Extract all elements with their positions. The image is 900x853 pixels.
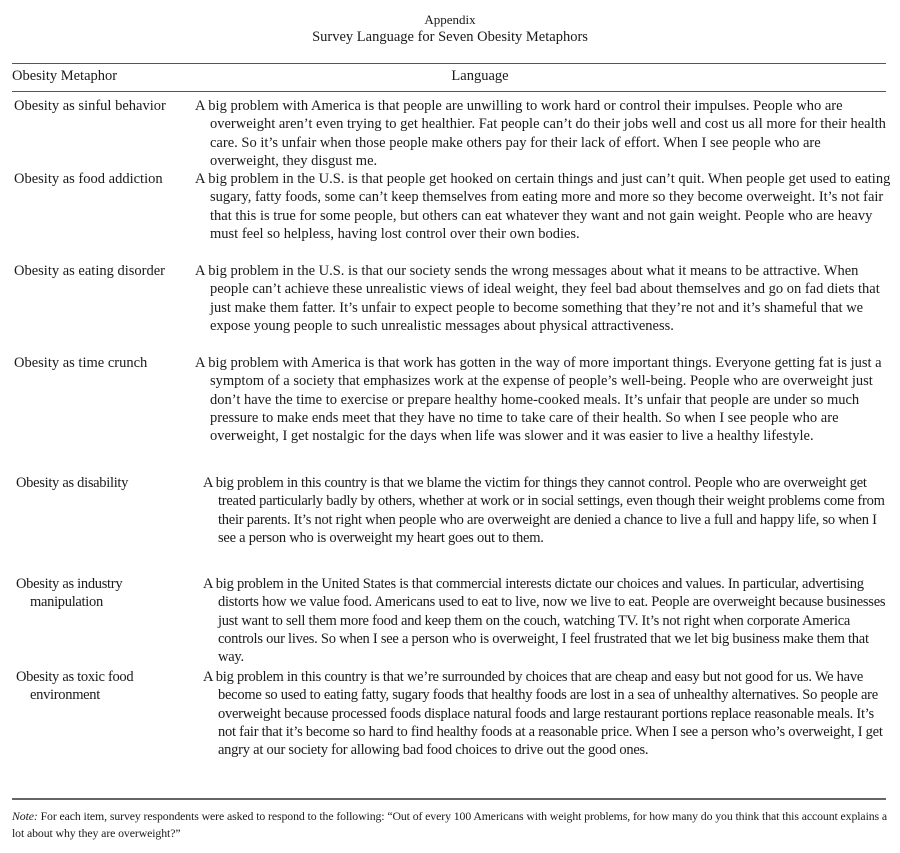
top-rule bbox=[12, 63, 886, 64]
language-cell: A big problem in this country is that we’re surrounded by choices that are cheap and easy but not good for us. We have become so used to eating fatty, sugary foods that healthy foods are lost in a sea of unhealthy alternatives. So people are overweight because processed foods displace natural foods and large restaurant portions replace reasonable meals. It’s not fair that it’s become so hard to find healthy foods at a reasonable price. When I see a person who’s overweight, I get angry at our society for allowing bad food choices to drive out the good ones. bbox=[203, 669, 883, 759]
language-cell: A big problem with America is that people are unwilling to work hard or control their impulses. People who are overweight aren’t even trying to get healthier. Fat people can’t do their jobs well and cost us all more for their health care. So it’s unfair when those people make others pay for their lack of effort. When I see people who are overweight, they disgust me. bbox=[195, 98, 886, 169]
language-cell: A big problem in this country is that we blame the victim for things they cannot control. People who are overweight get treated particularly badly by others, whether at work or in social settings, even though their weight problems come from their parents. It’s not right when people who are overweight are denied a chance to live a full and happy life, so when I see a person who is overweight my heart goes out to them. bbox=[203, 475, 885, 546]
language-cell: A big problem in the U.S. is that our society sends the wrong messages about what it means to be attractive. When people can’t achieve these unrealistic views of ideal weight, they feel bad about themselves and go on fad diets that just make them fatter. It’s unfair to expect people to become something that they’re not and it’s shameful that we expose young people to such unrealistic messages about physical attractiveness. bbox=[195, 263, 880, 334]
metaphor-cell: Obesity as eating disorder bbox=[14, 263, 166, 279]
appendix-label: Appendix bbox=[424, 12, 476, 27]
metaphor-cell: Obesity as time crunch bbox=[14, 355, 148, 371]
metaphor-cell: Obesity as disability bbox=[16, 475, 129, 491]
bottom-rule bbox=[12, 798, 886, 800]
language-cell: A big problem with America is that work has gotten in the way of more important things. Everyone getting fat is just a symptom of a society that emphasizes work at the expense of people’s well-being. People who are overweight just don’t have the time to exercise or prepare healthy home-cooked meals. It’s unfair that people are under so much pressure to make ends meet that they have no time to take care of their health. So when I see people who are overweight, I get nostalgic for the days when life was slower and it was easier to live a healthy lifestyle. bbox=[195, 355, 882, 445]
language-cell: A big problem in the U.S. is that people get hooked on certain things and just can’t quit. When people get used to eating sugary, fatty foods, some can’t keep themselves from eating more and more so they become overweight. It’s not fair that this is true for some people, but others can eat whatever they want and not gain weight. People who are heavy must feel so helpless, having lost control over their own bodies. bbox=[195, 171, 891, 242]
header-rule bbox=[12, 91, 886, 92]
language-cell: A big problem in the United States is that commercial interests dictate our choices and values. In particular, advertising distorts how we value food. Americans used to eat to live, now we live to eat. People are overweight because businesses just want to sell them more food and keep them on the couch, watching TV. It’s not right when corporate America controls our lives. So when I see a person who is overweight, I feel frustrated that we let big business make them that way. bbox=[203, 576, 886, 666]
metaphor-cell: Obesity as food addiction bbox=[14, 171, 163, 187]
table-note bbox=[12, 808, 892, 841]
note-text: For each item, survey respondents were asked to respond to the following: “Out of every 100 Americans with weight problems, for how many do you think that this account explains a lot about why they are overweight?” bbox=[12, 809, 888, 840]
column-header-language: Language bbox=[451, 68, 509, 84]
note-label: Note: bbox=[12, 809, 38, 823]
metaphor-cell: Obesity as industry manipulation bbox=[16, 576, 123, 611]
metaphor-cell: Obesity as toxic food environment bbox=[16, 669, 134, 704]
metaphor-cell: Obesity as sinful behavior bbox=[14, 98, 166, 114]
column-header-metaphor: Obesity Metaphor bbox=[12, 68, 118, 84]
table-title: Survey Language for Seven Obesity Metaphors bbox=[312, 29, 588, 45]
